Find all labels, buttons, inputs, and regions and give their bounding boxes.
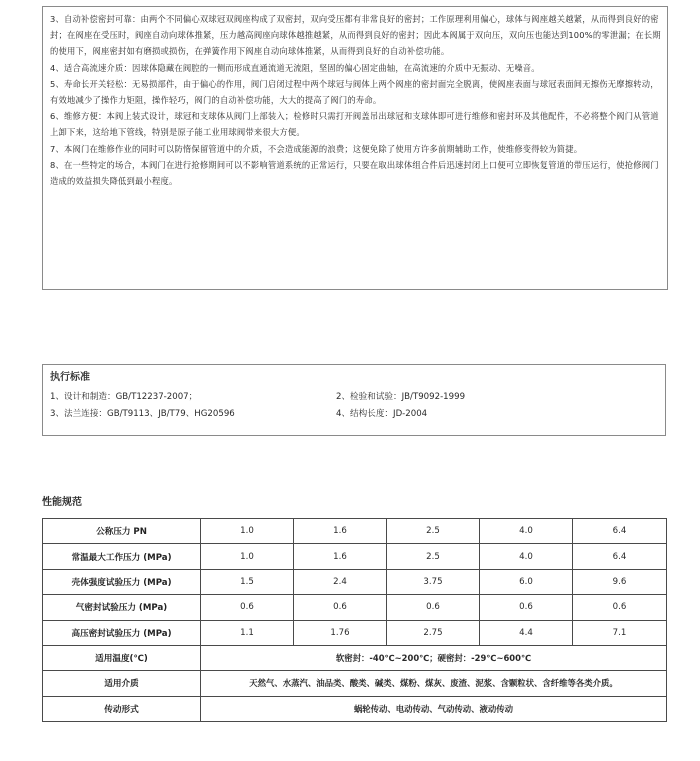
table-cell: 4.0 <box>480 544 573 569</box>
table-cell: 0.6 <box>480 595 573 620</box>
row-label: 公称压力 PN <box>43 519 201 544</box>
table-cell: 6.4 <box>573 544 667 569</box>
row-label: 常温最大工作压力 (MPa) <box>43 544 201 569</box>
table-cell: 2.4 <box>294 569 387 594</box>
performance-table <box>42 518 667 722</box>
row-label: 适用介质 <box>43 671 201 696</box>
table-row <box>43 620 667 645</box>
standards-title: 执行标准 <box>50 372 90 383</box>
table-cell: 2.5 <box>387 519 480 544</box>
feature-paragraph: 3、自动补偿密封可靠：由两个不同偏心双球冠双阀座构成了双密封，双向受压都有非常良好的密封；工作原理利用偏心，球体与阀座越关越紧，从而得到良好的密封；在阀座在受压时，阀座自动向球体推紧，压力越高阀座向球体越推越紧，从而得到良好的密封；因此本阀属于双向压，双向压也能达到100%的零泄漏；在长期的使用下，阀座密封如有磨损或损伤，在弹簧作用下阀座自动向球体推紧，从而得到良好的自动补偿功能。 <box>50 14 661 57</box>
table-cell: 4.0 <box>480 519 573 544</box>
table-cell: 7.1 <box>573 620 667 645</box>
table-row <box>43 569 667 594</box>
table-cell: 1.6 <box>294 519 387 544</box>
feature-paragraph: 5、寿命长开关轻松：无易损部件，由于偏心的作用，阀门启闭过程中两个球冠与阀体上两个阀座的密封面完全脱离，使阀座表面与球冠表面间无擦伤无摩擦转动，有效地减少了操作力矩阻，操作轻巧，阀门的自动补偿功能，大大的提高了阀门的寿命。 <box>50 78 659 106</box>
standard-item: 3、法兰连接：GB/T9113、JB/T79、HG20596 <box>50 409 235 419</box>
table-cell: 0.6 <box>294 595 387 620</box>
feature-paragraph: 8、在一些特定的场合，本阀门在进行抢修期间可以不影响管道系统的正常运行，只要在取出球体组合件后迅速封闭上口便可立即恢复管道的带压运行，使抢修阀门造成的效益损失降低到最小程度。 <box>50 159 659 187</box>
feature-paragraph: 6、维修方便：本阀上装式设计，球冠和支球体从阀门上部装入；检修时只需打开阀盖吊出球冠和支球体即可进行维修和密封环及其他配件，不必将整个阀门从管道上卸下来，这给地下管线，特别是原子能工业用球阀带来很大方便。 <box>50 111 659 138</box>
table-cell: 0.6 <box>573 595 667 620</box>
table-row <box>43 645 667 670</box>
table-row <box>43 696 667 721</box>
table-row <box>43 544 667 569</box>
table-cell: 1.5 <box>201 569 294 594</box>
table-cell: 0.6 <box>201 595 294 620</box>
standards-box <box>42 364 666 436</box>
standards-list <box>50 390 657 421</box>
table-row <box>43 595 667 620</box>
table-cell: 6.4 <box>573 519 667 544</box>
row-label: 壳体强度试验压力 (MPa) <box>43 569 201 594</box>
feature-paragraph: 7、本阀门在维修作业的同时可以防惰保留管道中的介质，不会造成能源的浪费；这便免除了使用方许多前期辅助工作，使维修变得较为简捷。 <box>50 143 583 154</box>
row-label: 高压密封试验压力 (MPa) <box>43 620 201 645</box>
table-cell: 9.6 <box>573 569 667 594</box>
table-cell: 4.4 <box>480 620 573 645</box>
table-cell: 天然气、水蒸汽、油品类、酸类、碱类、煤粉、煤灰、废渣、泥浆、含颗粒状、含纤维等各类介质。 <box>201 671 667 696</box>
row-label: 适用温度(℃) <box>43 645 201 670</box>
table-cell: 0.6 <box>387 595 480 620</box>
table-cell: 2.75 <box>387 620 480 645</box>
table-cell: 6.0 <box>480 569 573 594</box>
row-label: 气密封试验压力 (MPa) <box>43 595 201 620</box>
table-row <box>43 671 667 696</box>
standard-item: 4、结构长度：JD-2004 <box>336 409 428 419</box>
table-cell: 1.6 <box>294 544 387 569</box>
standard-item: 1、设计和制造：GB/T12237-2007； <box>50 392 198 402</box>
table-cell: 1.0 <box>201 519 294 544</box>
table-cell: 软密封：-40℃~200℃；硬密封：-29℃~600℃ <box>201 645 667 670</box>
table-cell: 1.1 <box>201 620 294 645</box>
performance-title: 性能规范 <box>42 497 82 508</box>
table-cell: 蜗轮传动、电动传动、气动传动、液动传动 <box>201 696 667 721</box>
table-row <box>43 519 667 544</box>
standard-item: 2、检验和试验：JB/T9092-1999 <box>336 392 466 402</box>
feature-paragraph: 4、适合高流速介质：因球体隐藏在阀腔的一侧而形成直通流道无流阻，坚固的偏心固定曲轴，在高流速的介质中无振动、无噪音。 <box>50 62 540 73</box>
features-box <box>42 6 668 290</box>
row-label: 传动形式 <box>43 696 201 721</box>
table-cell: 2.5 <box>387 544 480 569</box>
table-cell: 1.76 <box>294 620 387 645</box>
table-cell: 3.75 <box>387 569 480 594</box>
table-cell: 1.0 <box>201 544 294 569</box>
